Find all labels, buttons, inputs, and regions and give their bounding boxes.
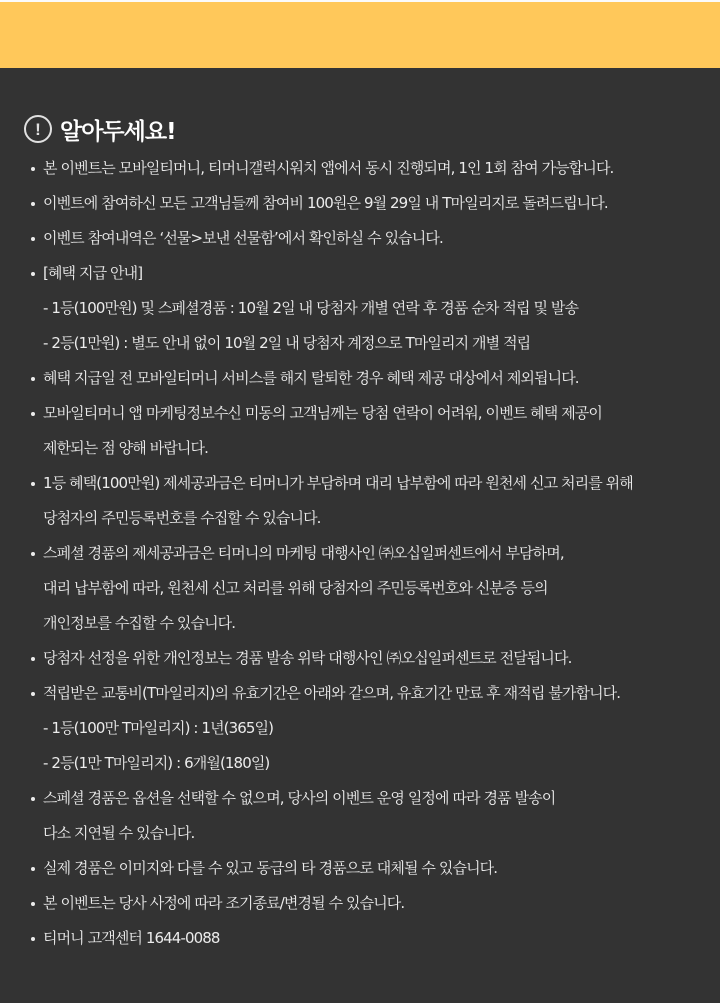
notice-item: 이벤트 참여내역은 ‘선물>보낸 선물함’에서 확인하실 수 있습니다. bbox=[0, 221, 720, 256]
notice-item-continuation: 당첨자의 주민등록번호를 수집할 수 있습니다. bbox=[43, 509, 321, 527]
notice-item: [혜택 지급 안내] bbox=[0, 256, 720, 291]
notice-item: 혜택 지급일 전 모바일티머니 서비스를 해지 탈퇴한 경우 혜택 제공 대상에서 제외됩니다. bbox=[0, 361, 720, 396]
notice-header bbox=[24, 112, 176, 146]
notice-item: 티머니 고객센터 1644-0088 bbox=[0, 921, 720, 956]
notice-item-continuation: 다소 지연될 수 있습니다. bbox=[43, 824, 195, 842]
exclamation-circle-icon: ! bbox=[24, 115, 52, 143]
notice-sub-item: - 2등(1만원) : 별도 안내 없이 10월 2일 내 당첨자 계정으로 T마일리지 개별 적립 bbox=[43, 334, 531, 352]
notice-list bbox=[0, 151, 720, 956]
notice-title: 알아두세요! bbox=[60, 118, 176, 145]
notice-item: 본 이벤트는 당사 사정에 따라 조기종료/변경될 수 있습니다. bbox=[0, 886, 720, 921]
notice-item-continuation: 개인정보를 수집할 수 있습니다. bbox=[43, 614, 236, 632]
notice-item: 이벤트에 참여하신 모든 고객님들께 참여비 100원은 9월 29일 내 T마일리지로 돌려드립니다. bbox=[0, 186, 720, 221]
notice-item: 당첨자 선정을 위한 개인정보는 경품 발송 위탁 대행사인 ㈜오십일퍼센트로 전달됩니다. bbox=[0, 641, 720, 676]
notice-item: 스페셜 경품은 옵션을 선택할 수 없으며, 당사의 이벤트 운영 일정에 따라 경품 발송이 bbox=[0, 781, 720, 816]
notice-item: 1등 혜택(100만원) 제세공과금은 티머니가 부담하며 대리 납부함에 따라 원천세 신고 처리를 위해 bbox=[0, 466, 720, 501]
notice-item: 스페셜 경품의 제세공과금은 티머니의 마케팅 대행사인 ㈜오십일퍼센트에서 부담하며, bbox=[0, 536, 720, 571]
notice-item: 실제 경품은 이미지와 다를 수 있고 동급의 타 경품으로 대체될 수 있습니다. bbox=[0, 851, 720, 886]
notice-sub-item: - 1등(100만원) 및 스페셜경품 : 10월 2일 내 당첨자 개별 연락 후 경품 순차 적립 및 발송 bbox=[43, 299, 579, 317]
top-banner bbox=[0, 0, 720, 68]
notice-item-continuation: 대리 납부함에 따라, 원천세 신고 처리를 위해 당첨자의 주민등록번호와 신분증 등의 bbox=[43, 579, 548, 597]
notice-item-continuation: 제한되는 점 양해 바랍니다. bbox=[43, 439, 208, 457]
notice-item: 적립받은 교통비(T마일리지)의 유효기간은 아래와 같으며, 유효기간 만료 후 재적립 불가합니다. bbox=[0, 676, 720, 711]
notice-item: 본 이벤트는 모바일티머니, 티머니갤럭시워치 앱에서 동시 진행되며, 1인 1회 참여 가능합니다. bbox=[0, 151, 720, 186]
notice-sub-item: - 2등(1만 T마일리지) : 6개월(180일) bbox=[43, 754, 270, 772]
notice-sub-item: - 1등(100만 T마일리지) : 1년(365일) bbox=[43, 719, 274, 737]
notice-section bbox=[0, 68, 720, 1003]
notice-item: 모바일티머니 앱 마케팅정보수신 미동의 고객님께는 당첨 연락이 어려워, 이벤트 혜택 제공이 bbox=[0, 396, 720, 431]
